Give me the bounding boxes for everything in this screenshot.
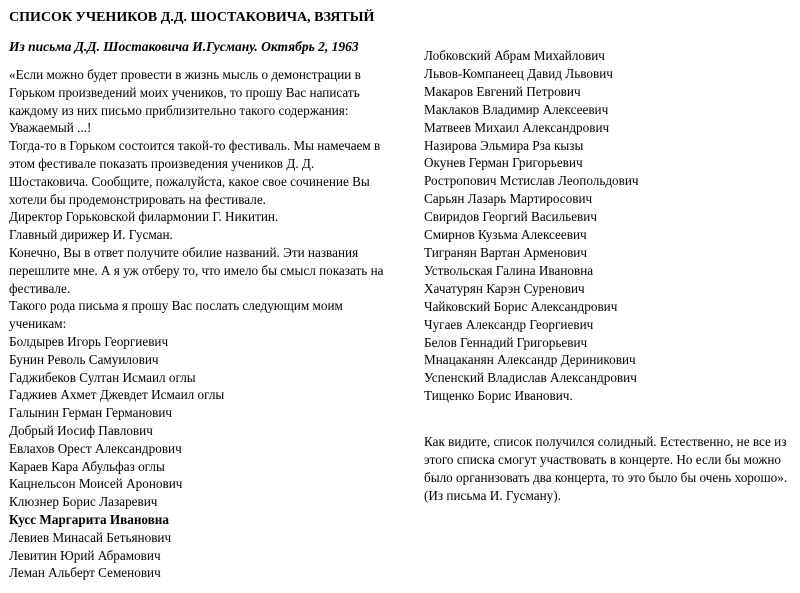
- student-name: Макаров Евгений Петрович: [424, 83, 581, 99]
- intro-line: фестивале.: [9, 280, 71, 296]
- student-name: Уствольская Галина Ивановна: [424, 262, 594, 278]
- student-name: Левиев Минасай Бетьянович: [9, 529, 172, 545]
- intro-line: Горьком произведений моих учеников, то прошу Вас написать: [9, 84, 360, 100]
- intro-line: «Если можно будет провести в жизнь мысль о демонстрации в: [9, 67, 361, 82]
- student-name: Караев Кара Абульфаз оглы: [9, 458, 165, 474]
- closing-line: этого списка смогут участвовать в концерте. Но если бы можно: [424, 452, 781, 468]
- student-name: Матвеев Михаил Александрович: [424, 119, 610, 135]
- intro-line: Конечно, Вы в ответ получите обилие названий. Эти названия: [9, 244, 359, 260]
- student-name: Свиридов Георгий Васильевич: [424, 209, 597, 225]
- left-column: [9, 66, 404, 582]
- student-name: Окунев Герман Григорьевич: [424, 155, 583, 171]
- closing-line: Как видите, список получился солидный. Естественно, не все из: [424, 434, 787, 450]
- intro-line: хотели бы продемонстрировать на фестивале.: [9, 191, 266, 207]
- student-name: Мнацаканян Александр Дериникович: [424, 352, 636, 368]
- student-name: Гаджиев Ахмет Джевдет Исмаил оглы: [9, 387, 225, 403]
- intro-line: этом фестивале показать произведения учеников Д. Д.: [9, 155, 315, 171]
- student-name: Белов Геннадий Григорьевич: [424, 334, 588, 350]
- intro-line: ученикам:: [9, 316, 67, 332]
- student-name: Ростропович Мстислав Леопольдович: [424, 173, 639, 189]
- intro-line: Тогда-то в Горьком состоится такой-то фестиваль. Мы намечаем в: [9, 138, 381, 154]
- student-name: Галынин Герман Германович: [9, 405, 173, 421]
- intro-line: Уважаемый ...!: [9, 120, 92, 136]
- students-list-left: [9, 333, 404, 582]
- student-name: Бунин Револь Самуилович: [9, 351, 159, 367]
- student-name: Успенский Владислав Александрович: [424, 370, 637, 386]
- student-name: Смирнов Кузьма Алексеевич: [424, 227, 587, 243]
- student-name: Гаджибеков Султан Исмаил оглы: [9, 369, 196, 385]
- intro-line: перешлите мне. А я уж отберу то, что имело бы смысл показать на: [9, 262, 384, 278]
- student-name: Клюзнер Борис Лазаревич: [9, 494, 158, 510]
- student-name: Чайковский Борис Александрович: [424, 298, 618, 314]
- student-name: Добрый Иосиф Павлович: [9, 422, 153, 438]
- student-name: Тищенко Борис Иванович.: [424, 388, 573, 404]
- student-name: Евлахов Орест Александрович: [9, 440, 182, 456]
- intro-line: Шостаковича. Сообщите, пожалуйста, какое свое сочинение Вы: [9, 173, 370, 189]
- student-name: Леман Альберт Семенович: [9, 565, 161, 581]
- intro-paragraph: [9, 66, 404, 333]
- student-name: Маклаков Владимир Алексеевич: [424, 101, 609, 117]
- closing-line: было организовать два концерта, то это было бы очень хорошо».: [424, 469, 788, 485]
- students-list-right: [424, 47, 796, 405]
- student-name: Чугаев Александр Георгиевич: [424, 316, 594, 332]
- student-name: Болдырев Игорь Георгиевич: [9, 333, 169, 349]
- student-name: Сарьян Лазарь Мартиросович: [424, 191, 593, 207]
- right-column: [424, 47, 796, 505]
- student-name: Левитин Юрий Абрамович: [9, 547, 161, 563]
- student-name: Львов-Компанеец Давид Львович: [424, 65, 613, 81]
- document-subtitle: Из письма Д.Д. Шостаковича И.Гусману. Октябрь 2, 1963: [9, 39, 359, 54]
- student-name: Хачатурян Карэн Суренович: [424, 280, 585, 296]
- student-name: Лобковский Абрам Михайлович: [424, 48, 605, 63]
- student-name-highlighted: Кусс Маргарита Ивановна: [9, 511, 169, 527]
- intro-line: Главный дирижер И. Гусман.: [9, 227, 173, 243]
- student-name: Назирова Эльмира Рза кызы: [424, 137, 584, 153]
- intro-line: каждому из них письмо приблизительно такого содержания:: [9, 102, 349, 118]
- closing-paragraph: [424, 433, 796, 505]
- intro-line: Такого рода письма я прошу Вас послать следующим моим: [9, 298, 343, 314]
- student-name: Тигранян Вартан Арменович: [424, 244, 588, 260]
- closing-line: (Из письма И. Гусману).: [424, 487, 561, 503]
- student-name: Кацнельсон Моисей Аронович: [9, 476, 183, 492]
- document-title: СПИСОК УЧЕНИКОВ Д.Д. ШОСТАКОВИЧА, ВЗЯТЫЙ: [9, 10, 375, 25]
- intro-line: Директор Горьковской филармонии Г. Никитин.: [9, 209, 279, 225]
